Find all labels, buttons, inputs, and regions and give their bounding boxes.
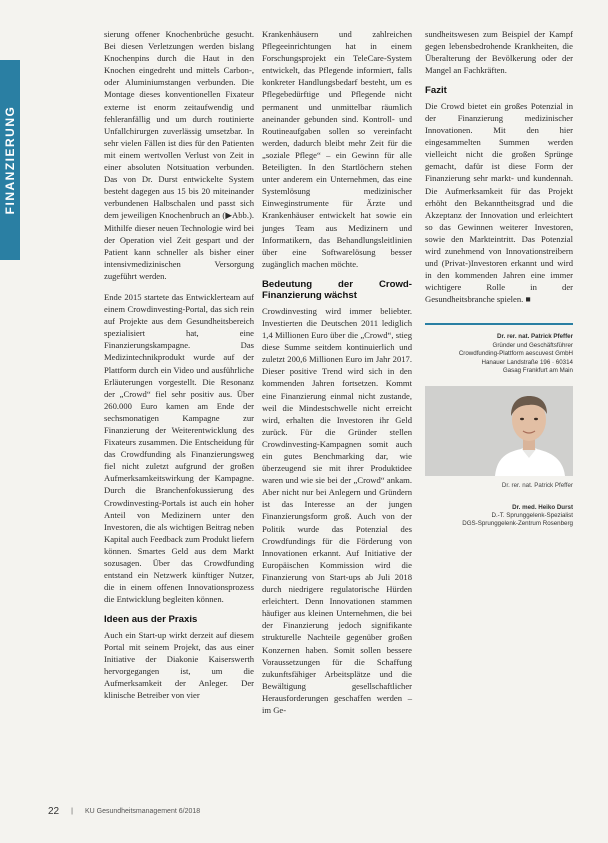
author-address: Hanauer Landstraße 196 · 60314 — [481, 358, 573, 366]
paragraph: sierung offener Knochenbrüche gesucht. Bei diesen Verletzungen werden bislang Knochenpins durch die Haut in den Knochen eingedreht und mittels Carbon-, oder Aluminiumstangen verbunden. Die Montage dieses konventionellen Fixateur externe ist enorm zeitaufwendig und fehleranfällig und um durch routinierte Unfallchirurgen zuverlässig umsetzbar. In sehr vielen Fällen ist dies für den Patienten mit einem wertvollen Verlust von Zeit in einer absoluten Notsituation verbunden. Das von Dr. Durst entwickelte System besteht dagegen aus 15 bis 20 miteinander verbundenen Halbschalen und passt sich dem jeweiligen Knochenbruch an (▶Abb.). Mithilfe dieser neuen Technologie wird bei der Operation viel Zeit gespart und der Patient kann schneller als bisher einer intensivmedizinischen Versorgung zugeführt werden. — [104, 29, 254, 281]
footer-separator: | — [71, 808, 73, 815]
paragraph: sundheitswesen zum Beispiel der Kampf gegen lebensbedrohende Krankheiten, die Überalterung der Bevölkerung oder der Mangel an Fachkräften. — [425, 29, 573, 76]
paragraph: Auch ein Start-up wirkt derzeit auf diesem Portal mit seinem Projekt, das aus einer Initiative der Diakonie Kaiserswerth hervorgegangen ist, um die Aufmerksamkeit der Anleger. Der klinische Betreiber von vier — [104, 629, 254, 701]
article-column-1 — [104, 28, 254, 710]
article-column-3 — [425, 28, 573, 529]
section-tab-label: FINANZIERUNG — [3, 105, 17, 215]
section-heading: Bedeutung der Crowd-Finanzierung wächst — [262, 278, 412, 302]
paragraph: Die Crowd bietet ein großes Potenzial in der Finanzierung medizinischer Innovationen. Mit den hier eingesammelten Summen werden vielleicht nicht die großen Sprünge gemacht, dafür ist diese Form der Finanzierung sehr markt- und kundennah. Die Aufmerksamkeit für das Projekt erhöht den Bekanntheitsgrad und die Akzeptanz der Innovation und erleichtert so das Gewinnen weiterer Investoren, sowie den Markteintritt. Das Potenzial wird zunehmend von Innovationstreibern und (Privat-)Investoren erkannt und wird in den kommenden Jahren eine immer wichtigere Rolle in der Gesundheitsbranche spielen. ■ — [425, 100, 573, 305]
paragraph: Krankenhäusern und zahlreichen Pflegeeinrichtungen hat in einem Forschungsprojekt ein TeleCare-System entwickelt, das Pflegende informiert, falls konkreter Handlungsbedarf besteht, um es Pflegebedürftige und Pflegende nicht permanent und unmittelbar räumlich aneinander gebunden sind. Kontroll- und Routineaufgaben sollen so vereinfacht werden, dadurch bleibt mehr Zeit für die „soziale Pflege“ – ein Gewinn für alle Beteiligten. In den Startlöchern stehen unter anderem ein Unternehmen, das eine Systemlösung medizinischer Einweginstrumente für Ärzte und Krankenhäuser entwickelt hat sowie ein junges Team aus Medizinern und Informatikern, das Behandlungsleitlinien über eine Softwarelösung besser zugänglich machen möchte. — [262, 29, 412, 269]
author-city: Gasag Frankfurt am Main — [502, 367, 573, 375]
section-heading: Ideen aus der Praxis — [104, 614, 198, 626]
article-column-2 — [262, 28, 412, 725]
portrait-image — [425, 386, 573, 476]
section-tab — [0, 60, 20, 260]
page-footer — [48, 806, 200, 817]
author-organization: DGS-Sprunggelenk-Zentrum Rosenberg — [462, 520, 573, 528]
photo-caption: Dr. rer. nat. Patrick Pfeffer — [501, 481, 573, 489]
publication-name: KU Gesundheitsmanagement 6/2018 — [84, 808, 201, 815]
author-name: Dr. rer. nat. Patrick Pfeffer — [496, 333, 573, 341]
author-info-durst — [425, 504, 573, 529]
page-number: 22 — [48, 806, 60, 817]
paragraph: Ende 2015 startete das Entwicklerteam auf einem Crowdinvesting-Portal, das sich rein auf Projekte aus dem Gesundheitsbereich spezialisiert hat, eine Finanzierungskampagne. Das Medizintechnikprodukt wurde auf der Plattform durch ein Video und ausführliche Erläuterungen vorgestellt. Die Resonanz der „Crowd“ fiel sehr positiv aus. Über 260.000 Euro kamen am Ende der sechsmonatigen Kampagne zur Finanzierung der Weiterentwicklung des Fixateurs zusammen. Die Entscheidung für das Crowdfunding als Finanzierungsweg fiel nicht zuletzt aufgrund der großen Aufmerksamkeitswirkung der Kampagne. Durch die Branchenfokussierung des Crowdinvesting-Portals ist auch ein hoher Anteil von Medizinern unter den Investoren, die als wichtigen Beitrag neben Kapital auch Feedback zum Produkt liefern können. Smartes Geld aus dem Markt sozusagen. Über das Crowdfunding entstand ein Netzwerk künftiger Nutzer, die in einem offenen Innovationsprozess die Entwicklung begleiten können. — [104, 291, 254, 605]
author-role: D.-T. Sprunggelenk-Spezialist — [491, 512, 573, 519]
author-portrait-photo — [425, 386, 573, 476]
author-role: Gründer und Geschäftsführer — [492, 341, 573, 349]
divider-rule — [425, 323, 573, 325]
section-heading: Fazit — [425, 85, 447, 97]
paragraph: Crowdinvesting wird immer beliebter. Investierten die Deutschen 2011 lediglich 1,4 Millionen Euro über die „Crowd“, stieg diese Summe seitdem kontinuierlich und zuletzt 200,6 Millionen Euro im Jahr 2017. Dieser positive Trend wird sich in den kommenden Jahren fortsetzen. Kommt eine Finanzierung einmal nicht zustande, weil die Mindestschwelle nicht erreicht wird, erhalten die Investoren ihr Geld zurück. Für die Gründer stellen Crowdinvesting-Kampagnen somit auch ein gutes Benchmarking dar, wie überzeugend sie mit ihrer Produktidee waren und wie sie bei der „Crowd“ ankam. Aber nicht nur bei Anlegern und Gründern ist das Interesse an der jungen Finanzierungsform groß. Auch von der Politik wurde das Potenzial des Crowdfundings für die Förderung von Innovationen erkannt. Auf Initiative der Europäischen Kommission wird die Finanzierung von Start-ups ab Juli 2018 durch niedrigere regulatorische Hürden erleichtert. Denn Innovationen stammen häufiger aus kleinen Unternehmen, die bei der Finanzierung jedoch signifikante strukturelle Nachteile gegenüber großen Konzernen haben. Somit sollen bessere Voraussetzungen für die Schaffung zukunftsfähiger Arbeitsplätze und die Bewältigung gesellschaftlicher Herausforderungen geschaffen werden – im Ge- — [262, 305, 412, 715]
author-organization: Crowdfunding-Plattform aescuvest GmbH — [458, 350, 573, 358]
author-info-pfeffer — [425, 333, 573, 375]
author-name: Dr. med. Heiko Durst — [512, 503, 573, 511]
